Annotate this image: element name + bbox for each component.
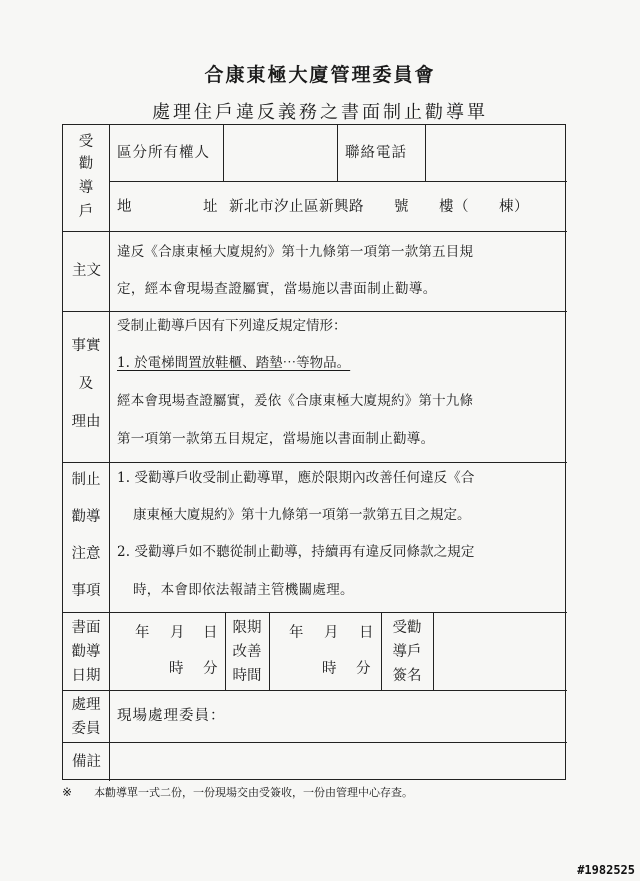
notes-line-4: 時，本會即依法報請主管機關處理。 [133, 582, 354, 598]
label-column-divider [109, 125, 110, 781]
notes-line-1: 1. 受勸導戶收受制止勸導單，應於限期內改善任何違反《合 [117, 470, 475, 486]
owner-value-divider [337, 125, 338, 181]
notice-form [62, 124, 566, 780]
divider-owner-address [109, 181, 567, 182]
divider-main [63, 311, 567, 312]
divider-notes [63, 612, 567, 613]
address-value: 新北市汐止區新興路 號 樓（ 棟） [229, 199, 529, 215]
owner-label-divider [223, 125, 224, 181]
issue-day: 日 [203, 625, 218, 641]
notes-line-3: 2. 受勸導戶如不聽從制止勸導，持續再有違反同條款之規定 [117, 544, 475, 560]
facts-line-2: 1. 於電梯間置放鞋櫃、踏墊⋯等物品。 [117, 355, 351, 371]
deadline-month: 月 [324, 625, 339, 641]
address-label-right: 址 [203, 199, 218, 215]
form-title: 處理住戶違反義務之書面制止勸導單 [152, 102, 488, 123]
main-label: 主文 [72, 263, 101, 279]
deadline-label: 限期 改善 時間 [232, 620, 262, 684]
facts-line-1: 受制止勸導戶因有下列違反規定情形： [117, 318, 347, 334]
facts-line-3: 經本會現場查證屬實，爰依《合康東極大廈規約》第十九條 [117, 393, 474, 409]
reference-mark: ※ [62, 785, 73, 799]
phone-label: 聯絡電話 [345, 145, 407, 161]
signature-right-divider [433, 612, 434, 690]
issue-minute: 分 [203, 661, 218, 677]
facts-line-4: 第一項第一款第五目規定，當場施以書面制止勸導。 [117, 431, 435, 447]
remarks-label: 備註 [72, 754, 101, 770]
owner-label: 區分所有權人 [117, 145, 210, 161]
facts-label: 事實 及 理由 [71, 338, 101, 430]
image-id-stamp: #1982525 [574, 862, 638, 878]
footnote-text: 本勸導單一式二份，一份現場交由受簽收，一份由管理中心存查。 [94, 786, 414, 799]
deadline-right-divider [269, 612, 270, 690]
deadline-hour: 時 [322, 661, 337, 677]
footnote [62, 784, 413, 800]
committee-name: 合康東極大廈管理委員會 [204, 64, 436, 86]
main-line-1: 違反《合康東極大廈規約》第十九條第一項第一款第五目規 [117, 244, 474, 260]
notes-line-2: 康東極大廈規約》第十九條第一項第一款第五目之規定。 [133, 507, 471, 523]
issue-hour: 時 [169, 661, 184, 677]
divider-facts [63, 462, 567, 463]
issue-year: 年 [135, 625, 150, 641]
issue-date-label: 書面 勸導 日期 [71, 620, 101, 684]
notes-label: 制止 勸導 注意 事項 [71, 472, 101, 599]
divider-recipient [63, 231, 567, 232]
phone-label-divider [425, 125, 426, 181]
deadline-day: 日 [359, 625, 374, 641]
issue-month: 月 [170, 625, 185, 641]
address-label-left: 地 [117, 199, 132, 215]
handler-label: 處理 委員 [71, 697, 101, 737]
main-line-2: 定，經本會現場查證屬實，當場施以書面制止勸導。 [117, 281, 437, 297]
deadline-year: 年 [289, 625, 304, 641]
deadline-minute: 分 [356, 661, 371, 677]
divider-handler [63, 742, 567, 743]
handler-field: 現場處理委員： [117, 708, 226, 724]
recipient-label: 受 勸 導 戶 [78, 134, 94, 220]
divider-dates [63, 690, 567, 691]
signature-label: 受勸 導戶 簽名 [392, 620, 422, 684]
